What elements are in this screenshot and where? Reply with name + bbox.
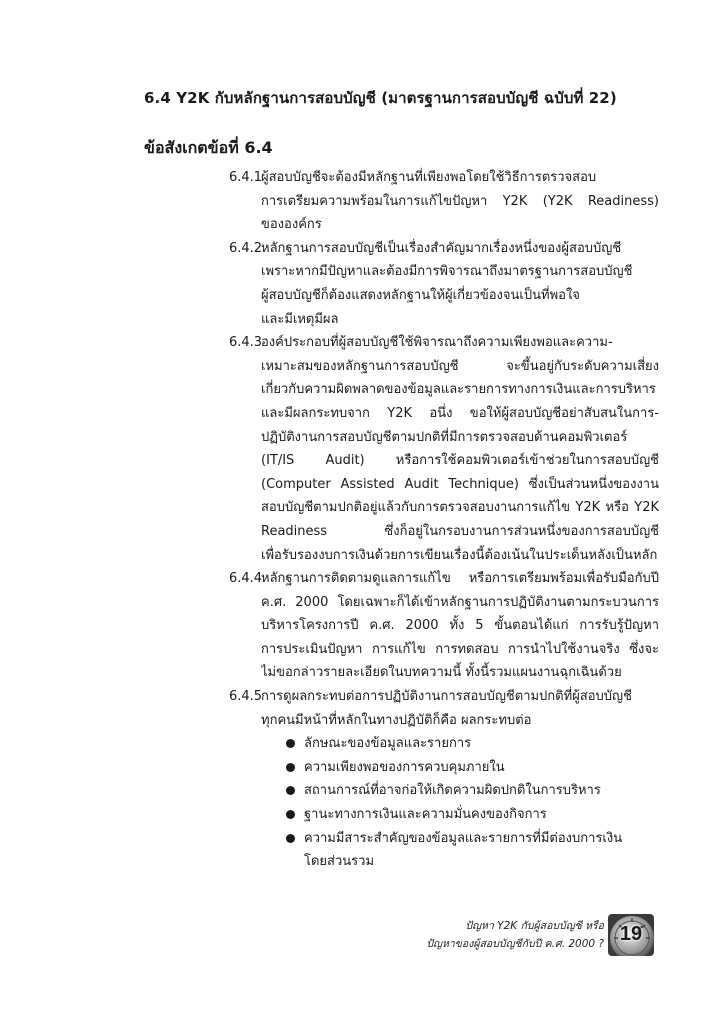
item-text-line: เหมาะสมของหลักฐานการสอบบัญชี จะขึ้นอยู่กับระดับความเสี่ยง [261,358,659,374]
item-number: 6.4.5 [229,689,263,705]
bullet-dot-icon [286,810,295,819]
bullet-dot-icon [286,786,295,795]
item-text-line: Readiness ซึ่งก็อยู่ในกรอบงานการส่วนหนึ่งของการสอบบัญชี [261,523,659,539]
bullet-dot-icon [286,739,295,748]
item-text-line: การเตรียมความพร้อมในการแก้ไขปัญหา Y2K (Y2K Readiness) [261,193,659,209]
item-text-line: บริหารโครงการปี ค.ศ. 2000 ทั้ง 5 ขั้นตอนได้แก่ การรับรู้ปัญหา [261,618,659,634]
item-number: 6.4.4 [229,571,263,587]
bullet-item [286,779,659,803]
bullet-text-line: ลักษณะของข้อมูลและรายการ [304,736,472,752]
item-text-line: เพราะหากมีปัญหาและต้องมีการพิจารณาถึงมาตรฐานการสอบบัญชี [261,264,633,280]
item-text-line: สอบบัญชีตามปกติอยู่แล้วกับการตรวจสอบงานการแก้ไข Y2K หรือ Y2K [261,500,659,516]
running-footer [426,917,604,953]
section-title: 6.4 Y2K กับหลักฐานการสอบบัญชี (มาตรฐานการสอบบัญชี ฉบับที่ 22) [144,89,617,107]
page-number: 19 [619,923,643,945]
item-text-line: ขององค์กร [261,217,322,233]
bullet-item [286,803,659,827]
item-text-line: หลักฐานการติดตามดูแลการแก้ไข หรือการเตรียมพร้อมเพื่อรับมือกับปี [261,571,659,587]
item-text-line: ผู้สอบบัญชีก็ต้องแสดงหลักฐานให้ผู้เกี่ยวข้องจนเป็นที่พอใจ [261,287,580,303]
page-number-badge [608,914,654,956]
observation-item [229,237,659,331]
item-text-line: ค.ศ. 2000 โดยเฉพาะก็ได้เข้าหลักฐานการปฏิบัติงานตามกระบวนการ [261,594,659,610]
observation-item [229,166,659,237]
item-text-line: เพื่อรับรองงบการเงินด้วยการเขียนเรื่องนี้ต้องเน้นในประเด็นหลังเป็นหลัก [261,547,658,563]
bullet-text-line: ฐานะทางการเงินและความมั่นคงของกิจการ [304,807,547,823]
item-text-line: (Computer Assisted Audit Technique) ซึ่งเป็นส่วนหนึ่งของงาน [261,476,659,492]
item-number: 6.4.3 [229,335,263,351]
observation-item [229,685,659,874]
item-text-line: เกี่ยวกับความผิดพลาดของข้อมูลและรายการทางการเงินและการบริหาร [261,382,656,398]
item-text-line: (IT/IS Audit) หรือการใช้คอมพิวเตอร์เข้าช่วยในการสอบบัญชี [261,453,659,469]
item-text-line: และมีเหตุมีผล [261,311,339,327]
sub-heading: ข้อสังเกตข้อที่ 6.4 [144,138,273,157]
bullet-text-line: โดยส่วนรวม [304,854,375,870]
item-number: 6.4.2 [229,240,263,256]
bullet-dot-icon [286,834,295,843]
bullet-dot-icon [286,763,295,772]
footer-line-2: ปัญหาของผู้สอบบัญชีกับปี ค.ศ. 2000 ? [426,938,604,950]
bullet-item [286,827,659,874]
item-text-line: การประเมินปัญหา การแก้ไข การทดสอบ การนำไปใช้งานจริง ซึ่งจะ [261,641,659,657]
bullet-list [286,732,659,874]
observation-item [229,567,659,685]
item-number: 6.4.1 [229,170,263,185]
item-text-line: ปฏิบัติงานการสอบบัญชีตามปกติที่มีการตรวจสอบด้านคอมพิวเตอร์ [261,429,628,445]
bullet-item [286,732,659,756]
footer-line-1: ปัญหา Y2K กับผู้สอบบัญชี หรือ [465,920,604,932]
item-text-line: การดูผลกระทบต่อการปฏิบัติงานการสอบบัญชีตามปกติที่ผู้สอบบัญชี [261,689,632,705]
bullet-text-line: สถานการณ์ที่อาจก่อให้เกิดความผิดปกติในการบริหาร [304,783,601,799]
item-text-line: องค์ประกอบที่ผู้สอบบัญชีใช้พิจารณาถึงความเพียงพอและความ- [261,335,613,351]
item-text-line: ผู้สอบบัญชีจะต้องมีหลักฐานที่เพียงพอโดยใช้วิธีการตรวจสอบ [261,170,597,185]
item-text-line: ไม่ขอกล่าวรายละเอียดในบทความนี้ ทั้งนี้รวมแผนงานฉุกเฉินด้วย [261,665,622,681]
bullet-text-line: ความเพียงพอของการควบคุมภายใน [304,759,505,775]
observation-item [229,331,659,567]
item-text-line: หลักฐานการสอบบัญชีเป็นเรื่องสำคัญมากเรื่องหนึ่งของผู้สอบบัญชี [261,240,622,256]
bullet-item [286,756,659,780]
item-text-line: และมีผลกระทบจาก Y2K อนึ่ง ขอให้ผู้สอบบัญชีอย่าสับสนในการ- [261,405,659,421]
bullet-text-line: ความมีสาระสำคัญของข้อมูลและรายการที่มีต่องบการเงิน [304,830,623,846]
item-text-line: ทุกคนมีหน้าที่หลักในทางปฏิบัติก็คือ ผลกระทบต่อ [261,712,532,728]
observation-list [229,166,659,874]
